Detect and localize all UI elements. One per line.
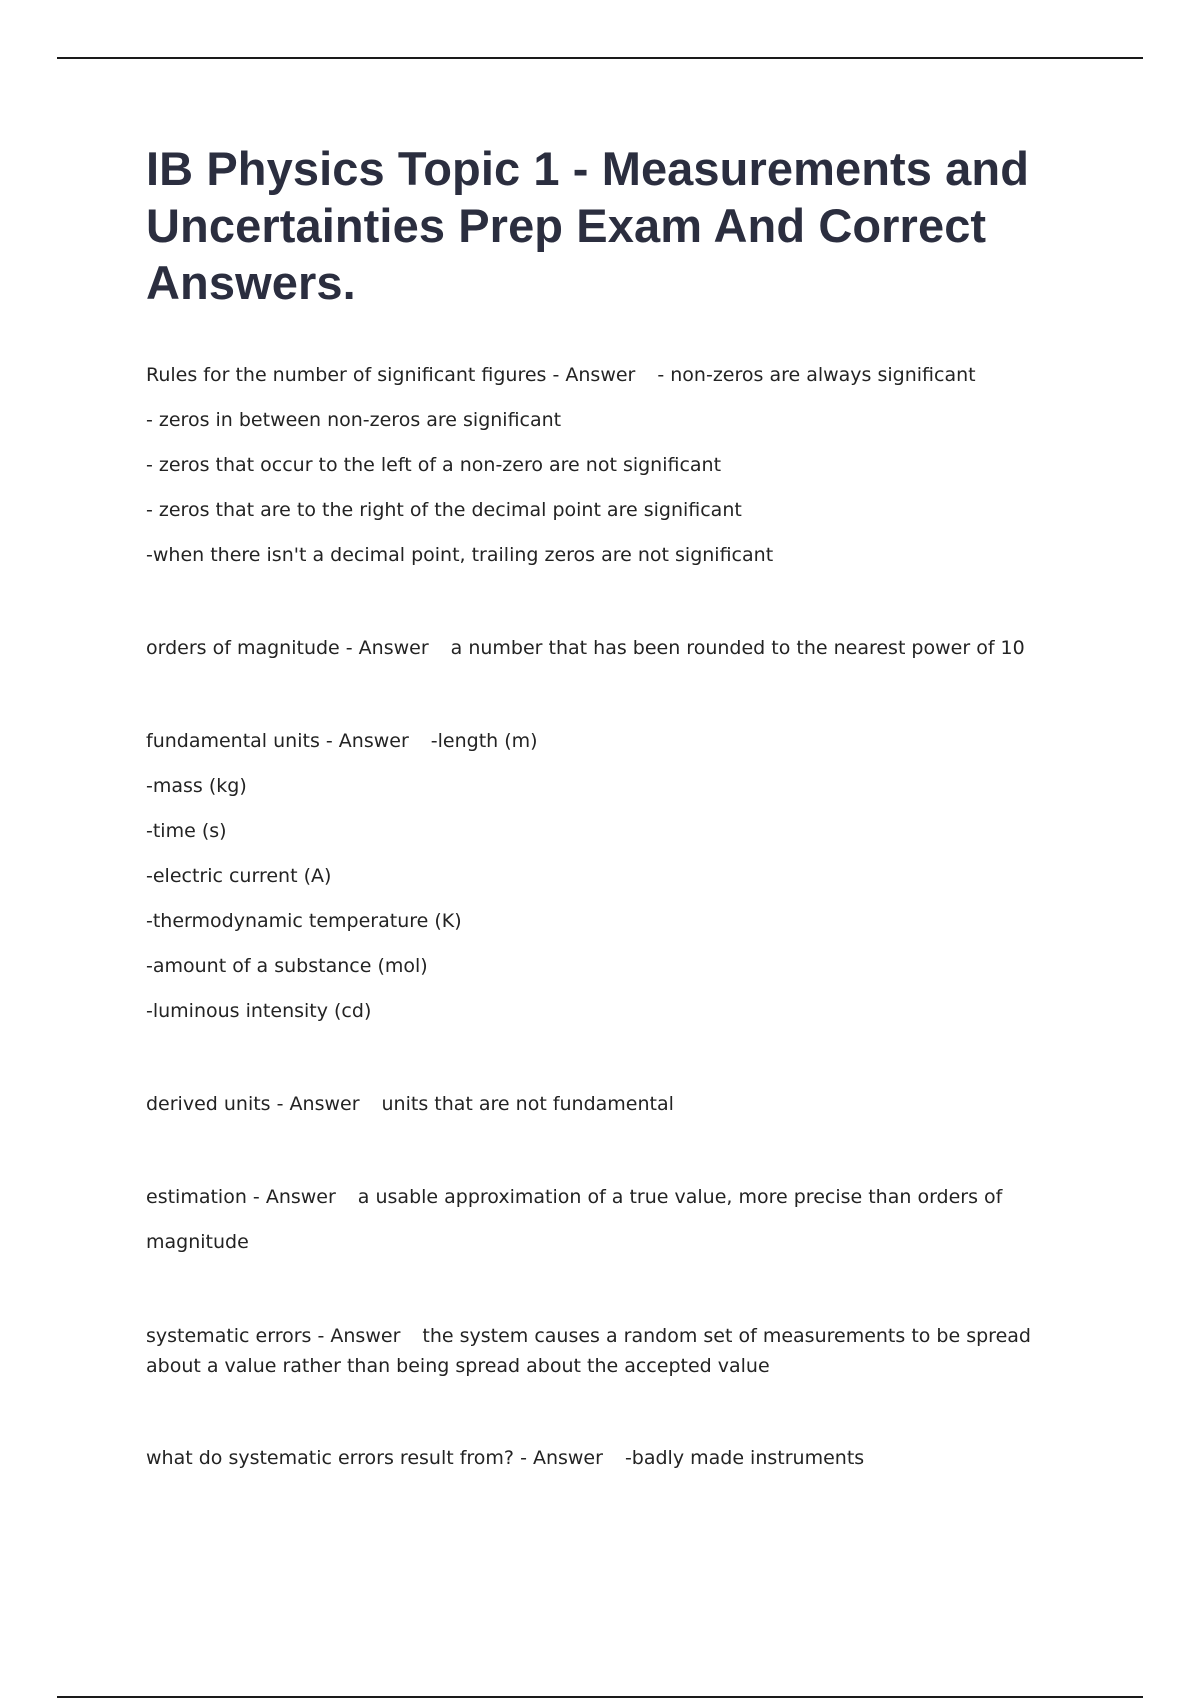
qa-item [146, 1436, 1066, 1481]
qa-term: orders of magnitude [146, 637, 340, 659]
answer-marker: - Answer [552, 364, 636, 386]
qa-item [146, 626, 1066, 671]
answer-marker: - Answer [317, 1325, 401, 1347]
qa-answer: a usable approximation of a true value, more precise than orders of magnitude [146, 1186, 1009, 1253]
qa-continuation-line: - zeros in between non-zeros are significant [146, 409, 562, 431]
qa-list [146, 353, 1066, 1481]
answer-marker: - Answer [520, 1447, 603, 1469]
qa-continuation-line: -thermodynamic temperature (K) [146, 910, 462, 932]
qa-continuation-line: - zeros that are to the right of the decimal point are significant [146, 499, 742, 521]
answer-marker: - Answer [276, 1093, 360, 1115]
qa-first-line [146, 1082, 1066, 1127]
qa-first-line [146, 1313, 1066, 1388]
qa-first-line [146, 626, 1066, 671]
qa-continuation-line: - zeros that occur to the left of a non-zero are not significant [146, 454, 722, 476]
answer-marker: - Answer [345, 637, 429, 659]
document-title: IB Physics Topic 1 - Measurements and Uncertainties Prep Exam And Correct Answers. [146, 142, 1030, 309]
qa-item [146, 1313, 1066, 1388]
qa-answer: a number that has been rounded to the nearest power of 10 [450, 637, 1025, 659]
qa-term: fundamental units [146, 730, 320, 752]
answer-marker: - Answer [252, 1186, 336, 1208]
qa-continuation-line: -amount of a substance (mol) [146, 955, 428, 977]
qa-item [146, 719, 1066, 1034]
qa-answer: the system causes a random set of measurements to be spread about a value rather than being spread about the accepted value [146, 1325, 1031, 1377]
qa-first-line [146, 1175, 1066, 1265]
qa-continuation-line: -time (s) [146, 820, 227, 842]
bottom-rule [57, 1696, 1143, 1698]
qa-first-line [146, 1436, 1066, 1481]
qa-item [146, 1175, 1066, 1265]
qa-first-line [146, 719, 1066, 764]
qa-term: Rules for the number of significant figures [146, 364, 547, 386]
top-rule [57, 57, 1143, 59]
qa-answer: -length (m) [430, 730, 538, 752]
qa-item [146, 1082, 1066, 1127]
qa-continuation-line: -electric current (A) [146, 865, 332, 887]
qa-term: estimation [146, 1186, 247, 1208]
document-page [146, 140, 1066, 1529]
qa-continuation-line: -luminous intensity (cd) [146, 1000, 372, 1022]
qa-answer: -badly made instruments [624, 1447, 865, 1469]
answer-marker: - Answer [325, 730, 409, 752]
qa-term: systematic errors [146, 1325, 312, 1347]
qa-continuation-line: -mass (kg) [146, 775, 247, 797]
qa-first-line [146, 353, 1066, 398]
qa-answer: - non-zeros are always significant [657, 364, 976, 386]
qa-continuation-line: -when there isn't a decimal point, trailing zeros are not significant [146, 544, 774, 566]
qa-term: what do systematic errors result from? [146, 1447, 515, 1469]
qa-item [146, 353, 1066, 578]
qa-term: derived units [146, 1093, 271, 1115]
qa-answer: units that are not fundamental [381, 1093, 674, 1115]
